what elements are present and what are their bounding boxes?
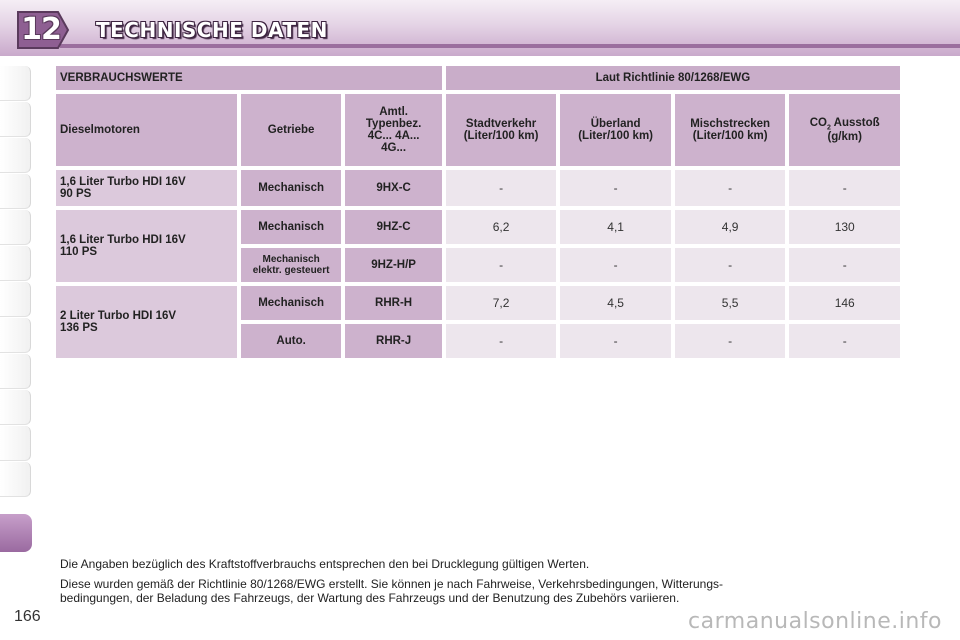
chapter-number: 12 — [21, 12, 61, 47]
chapter-tab[interactable] — [0, 102, 31, 137]
type-cell: RHR-H — [345, 286, 441, 320]
gearbox-cell: Mechanisch — [241, 210, 341, 244]
col-type-line: Typenbez. — [365, 118, 422, 130]
chapter-tab[interactable] — [0, 246, 31, 281]
engine-line: 2 Liter Turbo HDI 16V — [60, 310, 177, 322]
co2-cell: 130 — [789, 210, 900, 244]
urban-cell: 6,2 — [446, 210, 557, 244]
type-cell: 9HZ-H/P — [345, 248, 441, 282]
co2-cell: 146 — [789, 286, 900, 320]
engine-cell — [56, 170, 237, 206]
chapter-tab[interactable] — [0, 174, 31, 209]
table-row — [56, 170, 900, 206]
chapter-tab[interactable] — [0, 282, 31, 317]
footnote-2: Diese wurden gemäß der Richtlinie 80/1268/EWG erstellt. Sie können je nach Fahrweise, Verkehrsbedingungen, Witterungs- — [60, 577, 724, 591]
col-urban-line: (Liter/100 km) — [463, 130, 539, 142]
mixed-cell: 5,5 — [675, 286, 786, 320]
co2-cell: - — [789, 248, 900, 282]
col-mixed — [675, 94, 786, 166]
col-co2 — [789, 94, 900, 166]
co2-prefix: CO — [809, 116, 827, 129]
urban-cell: - — [446, 170, 557, 206]
gearbox-line: elektr. gesteuert — [252, 265, 330, 276]
engine-line: 1,6 Liter Turbo HDI 16V — [60, 176, 186, 188]
page-number: 166 — [14, 608, 41, 625]
mixed-cell: 4,9 — [675, 210, 786, 244]
col-urban-line: Stadtverkehr — [465, 118, 537, 130]
chapter-tab[interactable] — [0, 354, 31, 389]
chapter-tabs — [0, 66, 34, 576]
gearbox-cell: Mechanisch — [241, 286, 341, 320]
engine-line: 136 PS — [60, 322, 98, 334]
engine-cell — [56, 210, 237, 282]
footnotes — [60, 557, 920, 605]
col-type-line: Amtl. — [379, 106, 408, 118]
extra-cell: - — [560, 170, 671, 206]
engine-line: 110 PS — [60, 246, 98, 258]
gearbox-cell — [241, 248, 341, 282]
col-extra-line: (Liter/100 km) — [578, 130, 653, 142]
consumption-table — [56, 62, 904, 362]
urban-cell: - — [446, 248, 557, 282]
footnote-2-cont: bedingungen, der Beladung des Fahrzeugs, der Wartung des Fahrzeugs und der Benutzung des Zubehörs variieren. — [60, 591, 680, 605]
extra-cell: 4,1 — [560, 210, 671, 244]
page-title: TECHNISCHE DATEN — [96, 18, 328, 42]
col-mixed-line: (Liter/100 km) — [692, 130, 768, 142]
col-urban — [446, 94, 557, 166]
table-row — [56, 286, 900, 320]
col-engine: Dieselmotoren — [56, 94, 237, 166]
col-gearbox: Getriebe — [241, 94, 341, 166]
footnote-1: Die Angaben bezüglich des Kraftstoffverbrauchs entsprechen den bei Drucklegung gültigen Werten. — [60, 557, 590, 571]
chapter-tab[interactable] — [0, 138, 31, 173]
watermark: carmanualsonline.info — [688, 609, 942, 634]
col-co2-line: (g/km) — [827, 131, 862, 144]
type-cell: RHR-J — [345, 324, 441, 358]
urban-cell: - — [446, 324, 557, 358]
gearbox-cell: Mechanisch — [241, 170, 341, 206]
type-cell: 9HZ-C — [345, 210, 441, 244]
co2-suffix: Ausstoß — [830, 116, 880, 129]
mixed-cell: - — [675, 248, 786, 282]
co2-cell: - — [789, 170, 900, 206]
chapter-tab[interactable] — [0, 318, 31, 353]
col-extra-line: Überland — [590, 118, 641, 130]
gearbox-line: Mechanisch — [262, 254, 320, 265]
mixed-cell: - — [675, 324, 786, 358]
table-row — [56, 210, 900, 244]
chapter-tab[interactable] — [0, 66, 31, 101]
engine-line: 90 PS — [60, 188, 92, 200]
col-mixed-line: Mischstrecken — [690, 118, 771, 130]
extra-cell: - — [560, 248, 671, 282]
mixed-cell: - — [675, 170, 786, 206]
co2-cell: - — [789, 324, 900, 358]
col-extra-urban — [560, 94, 671, 166]
gearbox-cell: Auto. — [241, 324, 341, 358]
col-type-line: 4C... 4A... — [367, 130, 420, 142]
directive-label: Laut Richtlinie 80/1268/EWG — [446, 66, 900, 90]
co2-subscript: 2 — [826, 124, 831, 132]
chapter-tab-active[interactable] — [0, 514, 32, 552]
chapter-tab[interactable] — [0, 390, 31, 425]
chapter-tab[interactable] — [0, 210, 31, 245]
urban-cell: 7,2 — [446, 286, 557, 320]
col-type-line: 4G... — [381, 142, 407, 154]
chapter-tab[interactable] — [0, 426, 31, 461]
extra-cell: - — [560, 324, 671, 358]
chapter-tab[interactable] — [0, 462, 31, 497]
col-co2-line — [793, 117, 896, 131]
type-cell: 9HX-C — [345, 170, 441, 206]
col-type — [345, 94, 441, 166]
extra-cell: 4,5 — [560, 286, 671, 320]
engine-line: 1,6 Liter Turbo HDI 16V — [60, 234, 186, 246]
section-label: VERBRAUCHSWERTE — [56, 66, 442, 90]
engine-cell — [56, 286, 237, 358]
